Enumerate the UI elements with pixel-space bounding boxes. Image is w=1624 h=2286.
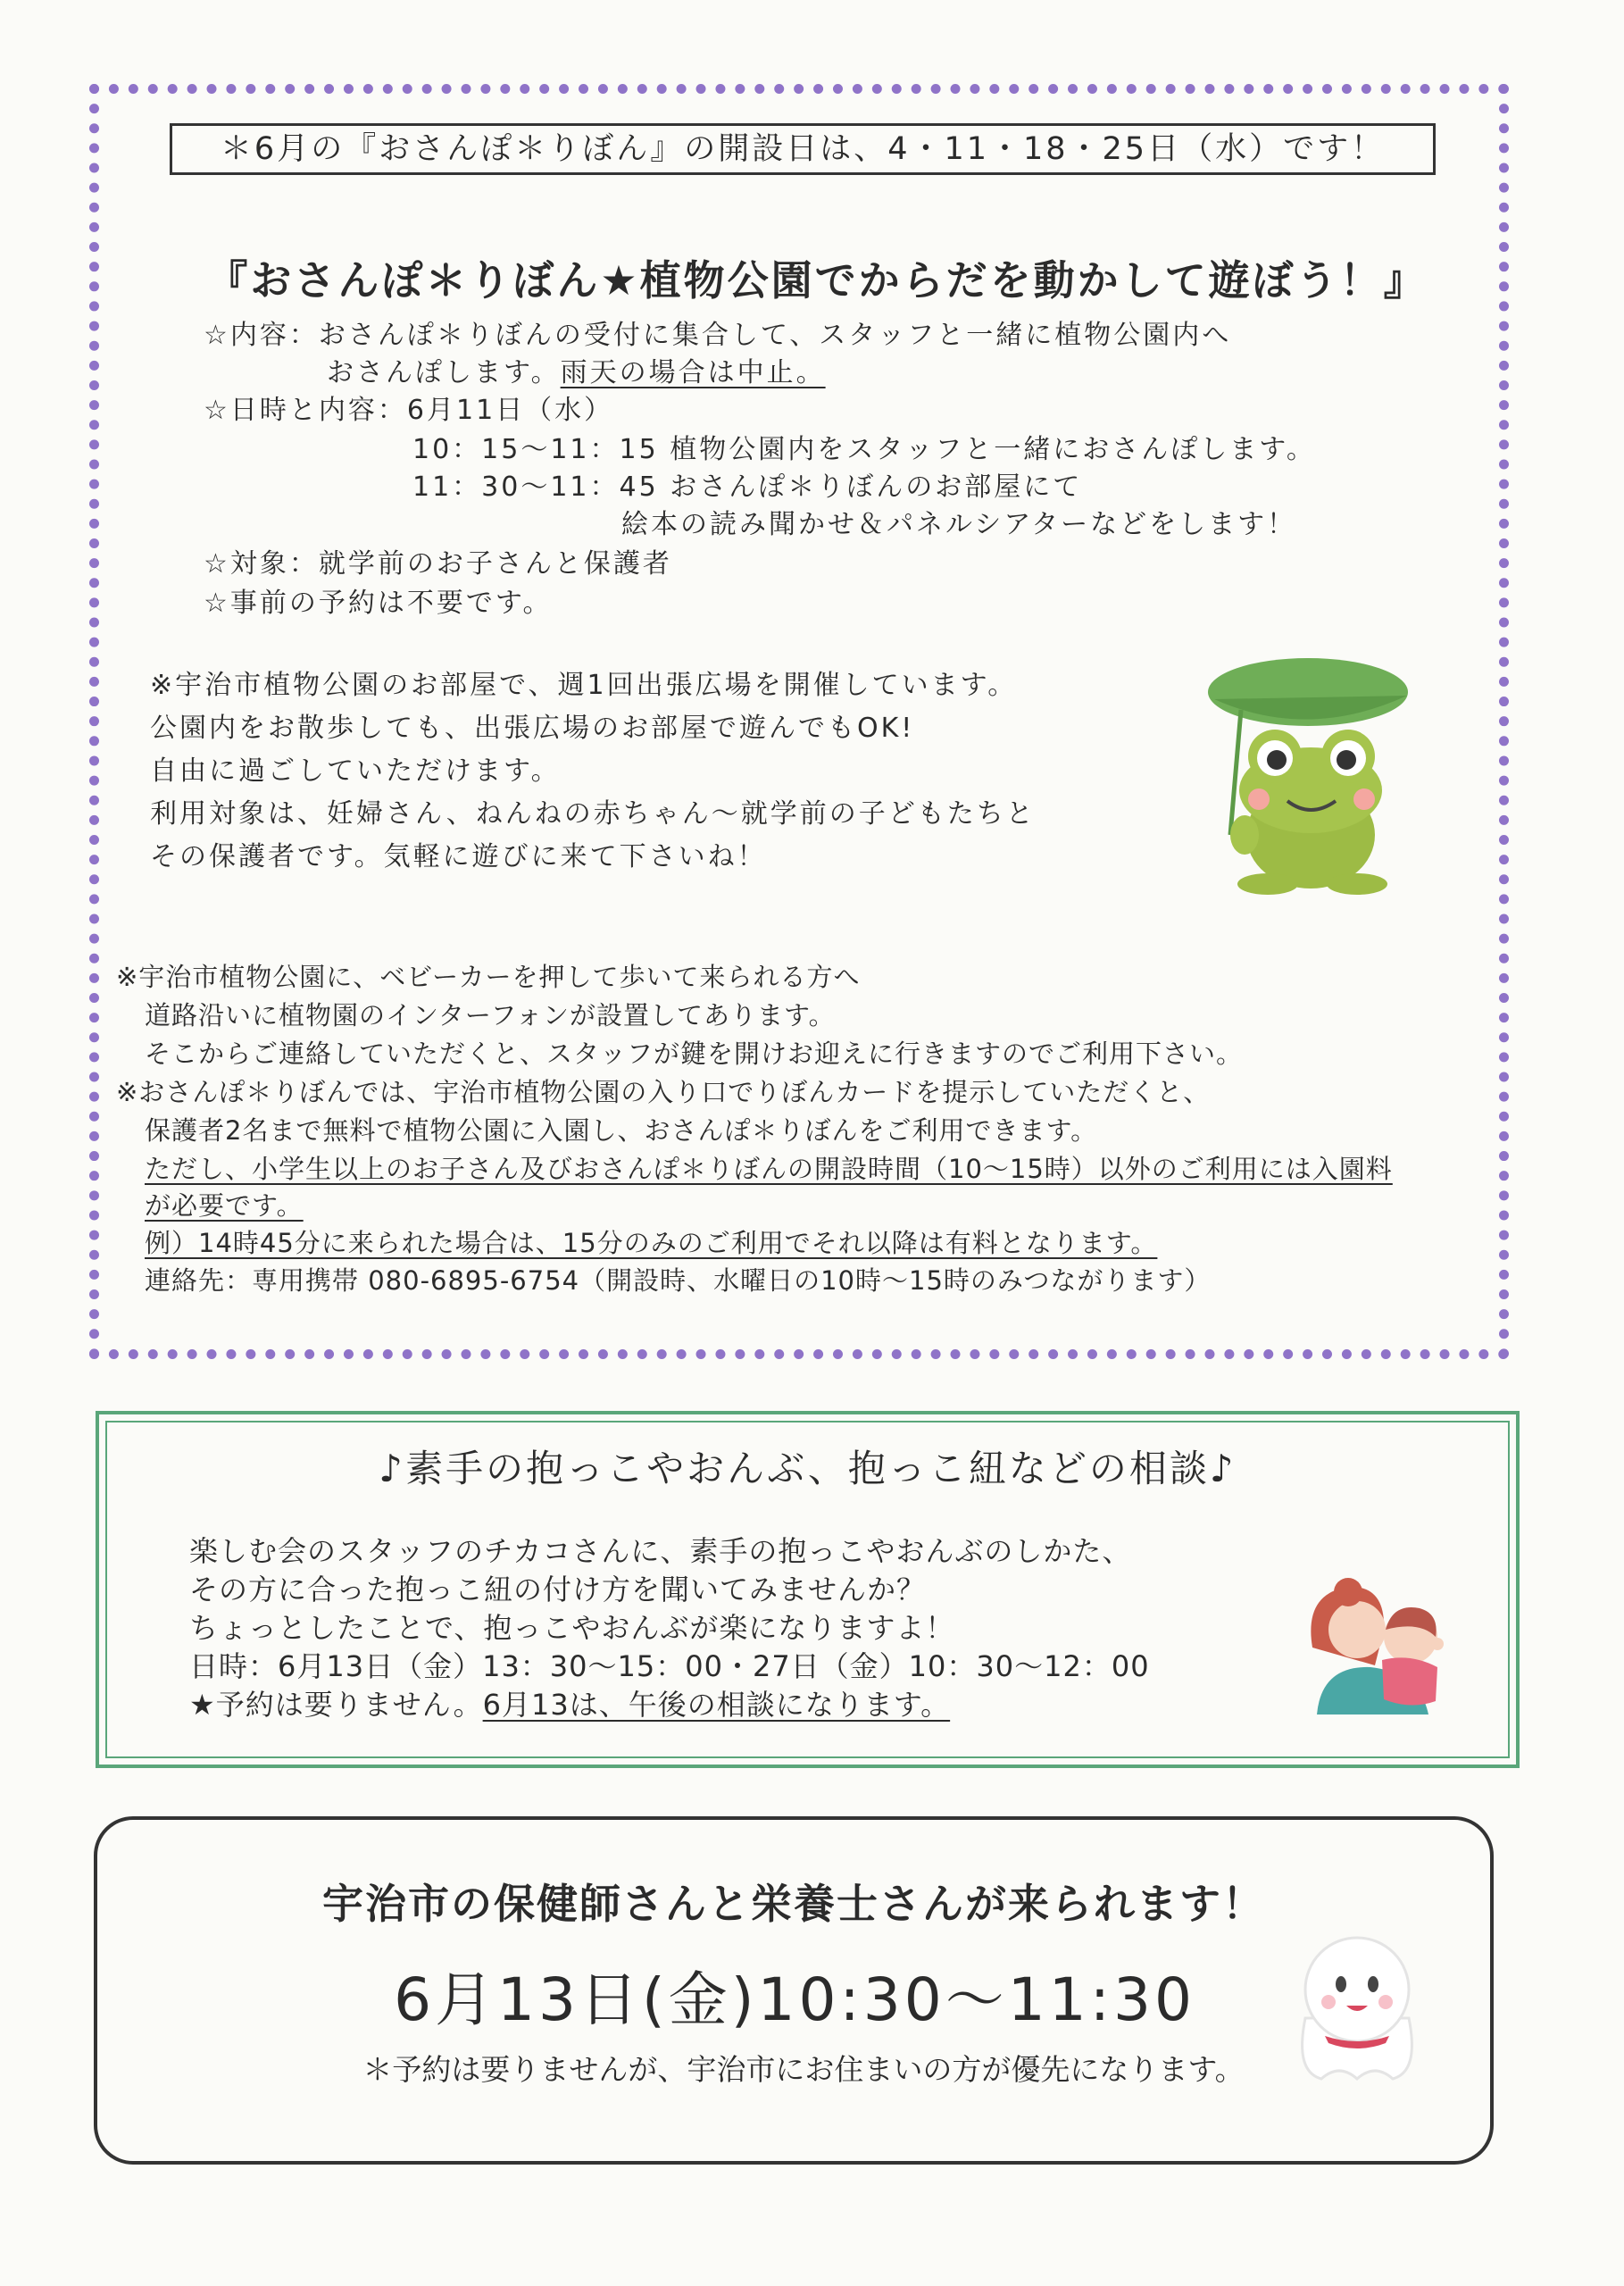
health-visit-date: 6月13日(金)10:30～11:30 — [394, 1965, 1195, 2034]
frog-with-leaf-icon — [1205, 656, 1420, 897]
fee-example-underlined: 例）14時45分に来られた場合は、15分のみのご利用でそれ以降は有料となります。 — [145, 1228, 1158, 1258]
consultation-line: 楽しむ会のスタッフのチカコさんに、素手の抱っこやおんぶのしかた、 — [189, 1534, 1132, 1568]
consultation-note — [189, 1682, 950, 1723]
schedule-item-1: 10：15～11：15 植物公園内をスタッフと一緒におさんぽします。 — [412, 434, 1316, 465]
info-line: ※宇治市植物公園のお部屋で、週1回出張広場を開催しています。 — [150, 670, 1018, 701]
info-line: 公園内をお散歩しても、出張広場のお部屋で遊んでもOK! — [150, 713, 915, 744]
event-title: 『おさんぽ＊りぼん★植物公園でからだを動かして遊ぼう！』 — [206, 256, 1428, 305]
info-line: その保護者です。気軽に遊びに来て下さいね！ — [150, 841, 767, 872]
mother-and-baby-icon — [1286, 1567, 1464, 1719]
schedule-item-3: 絵本の読み聞かせ＆パネルシアターなどをします！ — [621, 509, 1297, 540]
content-line-2-text: おさんぽします。 — [327, 357, 561, 388]
opening-days-banner: ＊6月の『おさんぽ＊りぼん』の開設日は、4・11・18・25日（水）です！ — [170, 123, 1436, 175]
note-line: そこからご連絡していただくと、スタッフが鍵を開けお迎えに行きますのでご利用下さい。 — [145, 1039, 1244, 1069]
consultation-title: ♪素手の抱っこやおんぶ、抱っこ紐などの相談♪ — [379, 1447, 1237, 1490]
reservation-note: ☆事前の予約は不要です。 — [204, 588, 553, 619]
fee-note-underlined: ただし、小学生以上のお子さん及びおさんぽ＊りぼんの開設時間（10～15時）以外のご利用には入園料 — [145, 1154, 1393, 1184]
note-line: ※宇治市植物公園に、ベビーカーを押して歩いて来られる方へ — [116, 962, 861, 992]
health-visit-note: ＊予約は要りませんが、宇治市にお住まいの方が優先になります。 — [362, 2052, 1245, 2087]
note-line: 道路沿いに植物園のインターフォンが設置してあります。 — [145, 1000, 836, 1030]
contact-info: 連絡先：専用携帯 080-6895-6754（開設時、水曜日の10時～15時のみつながります） — [145, 1265, 1212, 1296]
datetime-label: ☆日時と内容：6月11日（水） — [204, 395, 614, 426]
consultation-note-prefix: ★予約は要りません。 — [189, 1688, 483, 1722]
note-line: ※おさんぽ＊りぼんでは、宇治市植物公園の入り口でりぼんカードを提示していただくと、 — [116, 1077, 1211, 1107]
info-line: 自由に過ごしていただけます。 — [150, 755, 561, 787]
info-line: 利用対象は、妊婦さん、ねんねの赤ちゃん～就学前の子どもたちと — [150, 798, 1036, 830]
note-line: 保護者2名まで無料で植物公園に入園し、おさんぽ＊りぼんをご利用できます。 — [145, 1115, 1098, 1146]
schedule-item-2: 11：30～11：45 おさんぽ＊りぼんのお部屋にて — [412, 471, 1083, 503]
health-visit-title: 宇治市の保健師さんと栄養士さんが来られます！ — [322, 1880, 1265, 1928]
fee-note-underlined: が必要です。 — [145, 1190, 304, 1221]
target-audience: ☆対象：就学前のお子さんと保護者 — [204, 548, 672, 580]
consultation-line: その方に合った抱っこ紐の付け方を聞いてみませんか？ — [189, 1573, 927, 1606]
consultation-datetime: 日時：6月13日（金）13：30～15：00・27日（金）10：30～12：00 — [189, 1649, 1150, 1683]
rain-cancel-note: 雨天の場合は中止。 — [560, 357, 826, 388]
teru-teru-bozu-icon — [1286, 1929, 1428, 2085]
content-line-2 — [327, 350, 826, 389]
content-line-1: ☆内容：おさんぽ＊りぼんの受付に集合して、スタッフと一緒に植物公園内へ — [204, 320, 1232, 351]
consultation-note-underlined: 6月13は、午後の相談になります。 — [482, 1688, 951, 1722]
consultation-line: ちょっとしたことで、抱っこやおんぶが楽になりますよ！ — [189, 1611, 955, 1645]
